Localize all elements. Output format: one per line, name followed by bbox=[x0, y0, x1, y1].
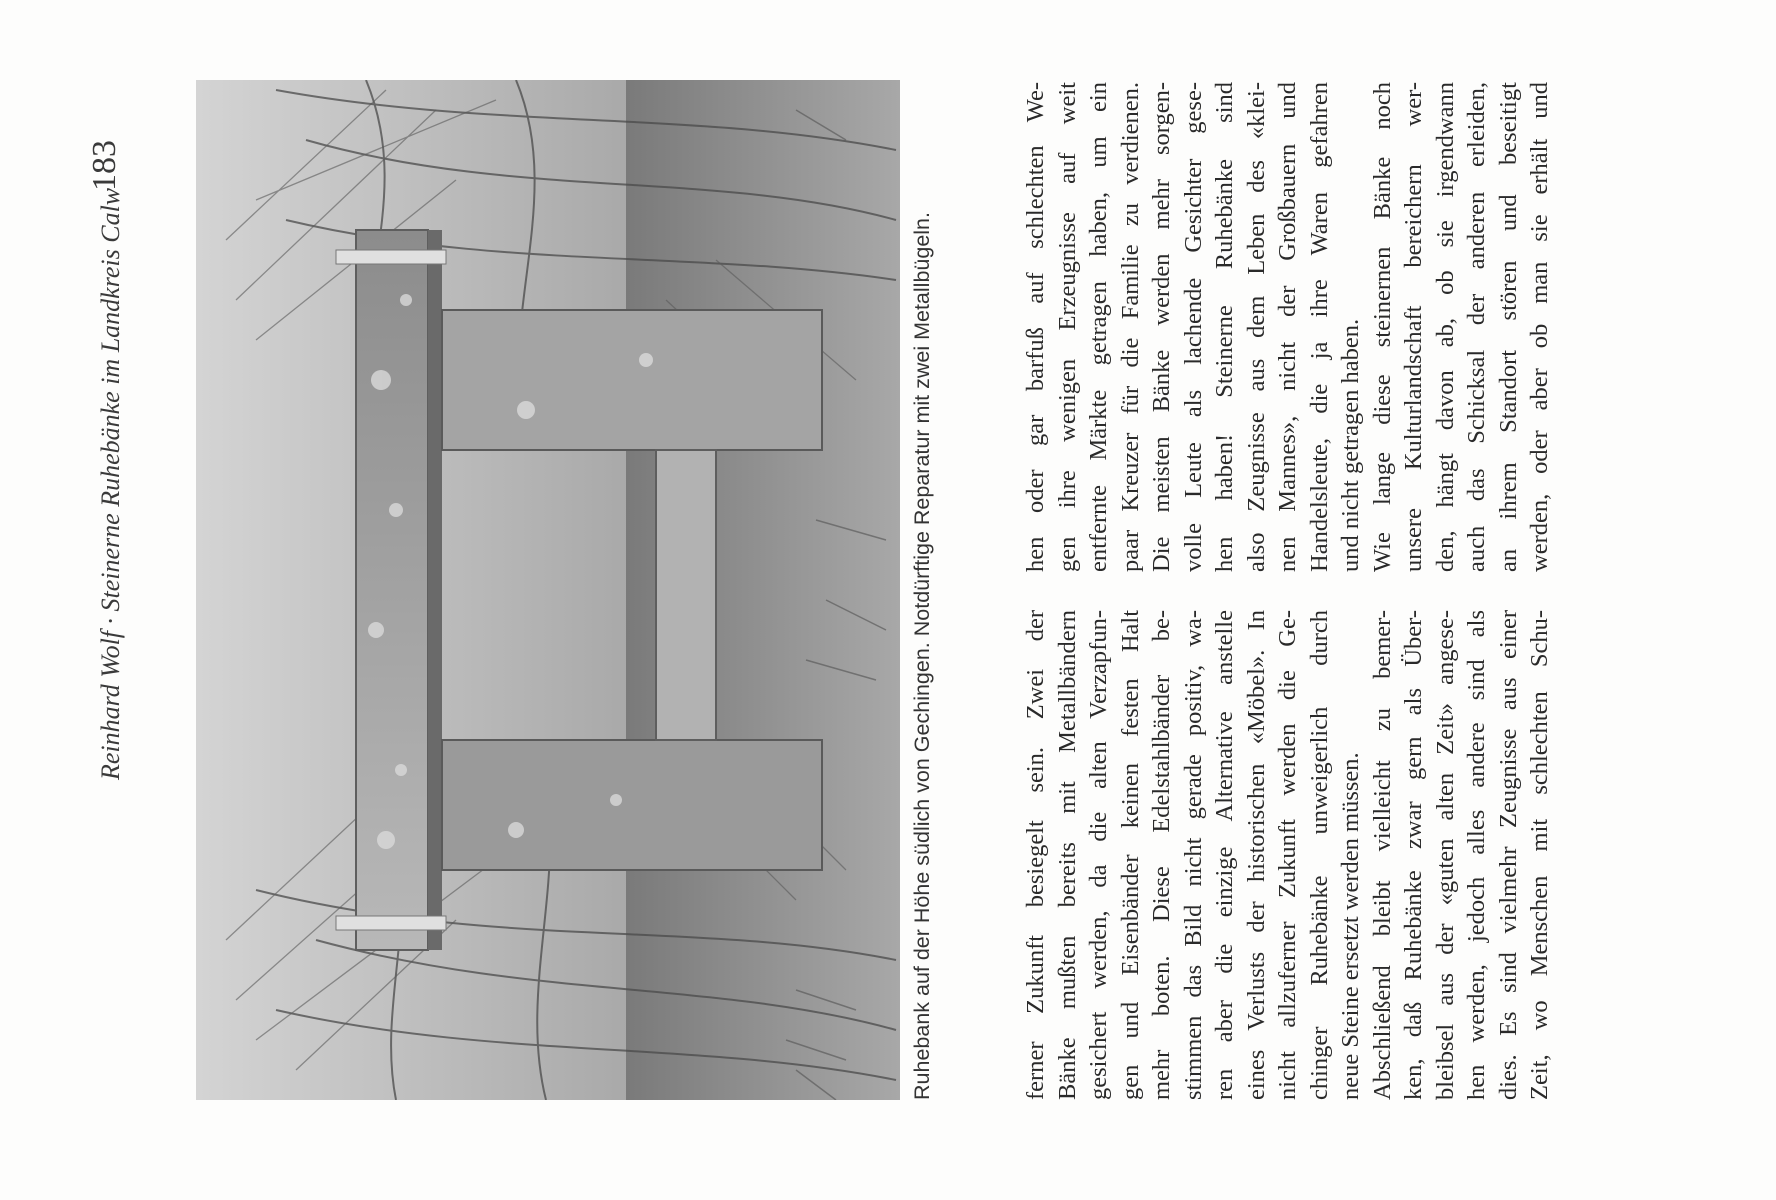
text-line: und nicht getragen haben. bbox=[1337, 318, 1364, 572]
text-line: chinger Ruhebänke unweigerlich durch bbox=[1305, 610, 1333, 1100]
text-line: eines Verlusts der historischen «Möbel». In bbox=[1242, 610, 1270, 1100]
text-line: entfernte Märkte getragen haben, um ein bbox=[1085, 82, 1112, 572]
paragraph bbox=[1020, 82, 1367, 572]
text-line: auch das Schicksal der anderen erleiden, bbox=[1463, 82, 1490, 572]
text-line: mehr boten. Diese Edelstahlbänder be- bbox=[1148, 610, 1175, 1100]
running-head-author-title: Reinhard Wolf · Steinerne Ruhebänke im Landkreis Calw bbox=[96, 187, 125, 780]
text-line: ken, daß Ruhebänke zwar gern als Über- bbox=[1400, 610, 1427, 1100]
photo-caption: Ruhebank auf der Höhe südlich von Gechingen. Notdürftige Reparatur mit zwei Metallbügeln. bbox=[910, 212, 934, 1100]
text-line: Wie lange diese steinernen Bänke noch bbox=[1368, 82, 1396, 572]
text-line: nicht allzuferner Zukunft werden die Ge- bbox=[1274, 610, 1301, 1100]
text-line: also Zeugnisse aus dem Leben des «klei- bbox=[1242, 82, 1270, 572]
text-line: Zeit, wo Menschen mit schlechten Schu- bbox=[1526, 610, 1553, 1100]
bench-photo-graphic bbox=[196, 80, 900, 1100]
text-line: den, hängt davon ab, ob sie irgendwann bbox=[1431, 82, 1459, 572]
text-line: neue Steine ersetzt werden müssen. bbox=[1337, 752, 1364, 1100]
text-line: dies. Es sind vielmehr Zeugnisse aus einer bbox=[1494, 610, 1522, 1100]
running-header bbox=[78, 80, 138, 1100]
text-line: gesichert werden, da die alten Verzapfun- bbox=[1085, 610, 1112, 1100]
text-line: Bänke mußten bereits mit Metallbändern bbox=[1053, 610, 1081, 1100]
text-line: ren aber die einzige Alternative anstelle bbox=[1211, 610, 1238, 1100]
text-line: hen oder gar barfuß auf schlechten We- bbox=[1022, 82, 1049, 572]
text-line: Abschließend bleibt vielleicht zu bemer- bbox=[1368, 610, 1396, 1100]
text-line: bleibsel aus der «guten alten Zeit» angese- bbox=[1431, 610, 1459, 1100]
page-number: 183 bbox=[86, 140, 123, 191]
text-line: stimmen das Bild nicht gerade positiv, wa- bbox=[1179, 610, 1207, 1100]
text-line: gen ihre wenigen Erzeugnisse auf weit bbox=[1053, 82, 1081, 572]
text-line: paar Kreuzer für die Familie zu verdienen. bbox=[1116, 82, 1144, 572]
paragraph bbox=[1020, 610, 1367, 1100]
stone-bench-photo bbox=[196, 80, 900, 1100]
text-line: werden, oder aber ob man sie erhält und bbox=[1526, 82, 1553, 572]
text-line: gen und Eisenbänder keinen festen Halt bbox=[1116, 610, 1144, 1100]
text-line: Die meisten Bänke werden mehr sorgen- bbox=[1148, 82, 1175, 572]
paragraph bbox=[1367, 82, 1556, 572]
text-line: Handelsleute, die ja ihre Waren gefahren bbox=[1305, 82, 1333, 572]
text-line: hen haben! Steinerne Ruhebänke sind bbox=[1211, 82, 1238, 572]
text-line: nen Mannes», nicht der Großbauern und bbox=[1274, 82, 1301, 572]
paragraph bbox=[1367, 610, 1556, 1100]
text-line: hen werden, jedoch alles andere sind als bbox=[1463, 610, 1490, 1100]
text-line: ferner Zukunft besiegelt sein. Zwei der bbox=[1022, 610, 1049, 1100]
text-column-right bbox=[1020, 82, 1556, 572]
text-column-left bbox=[1020, 610, 1556, 1100]
text-line: volle Leute als lachende Gesichter gese- bbox=[1179, 82, 1207, 572]
text-line: unsere Kulturlandschaft bereichern wer- bbox=[1400, 82, 1427, 572]
text-line: an ihrem Standort stören und beseitigt bbox=[1494, 82, 1522, 572]
